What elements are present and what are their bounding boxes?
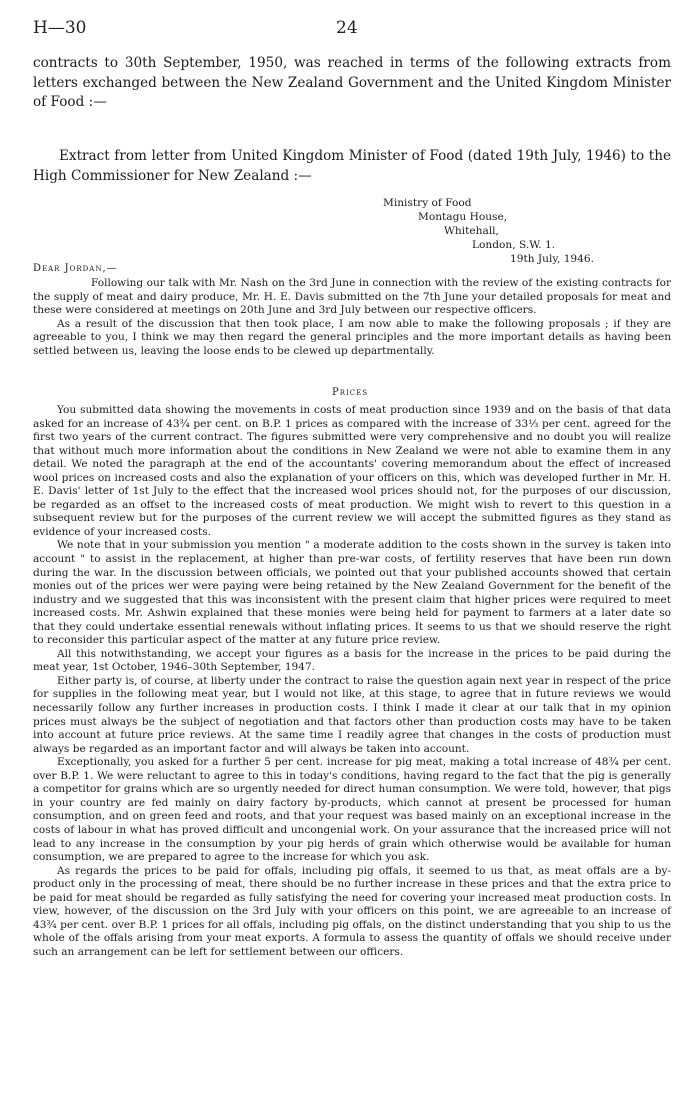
extract-title [33, 147, 671, 186]
address-line-city: London, S.W. 1. [472, 239, 556, 251]
page-number: 24 [336, 18, 358, 38]
body-paragraph: You submitted data showing the movements in costs of meat production since 1939 and on the basis of that data asked for an increase of 43¾ per cent. on B.P. 1 prices as compared with the increase of 33⅓ per cent. agreed for the first two years of the current contract. The figures submitted were very comprehensive and no doubt you will realize that without much more information about the conditions in New Zealand we were not able to examine them in any detail. We noted the paragraph at the end of the accountants' covering memorandum about the effect of increased wool prices on increased costs and also the explanation of your officers on this, which was developed further in Mr. H. E. Davis' letter of 1st July to the effect that the increased wool prices should not, for the purposes of our discussion, be regarded as an offset to the increased costs of meat production. We might wish to revert to this question in a subsequent review but for the purposes of the current review we will accept the submitted figures as they stand as evidence of your increased costs. [33, 404, 671, 538]
body-paragraph: Exceptionally, you asked for a further 5 per cent. increase for pig meat, making a total increase of 48¾ per cent. over B.P. 1. We were reluctant to agree to this in today's conditions, having regard to the fact that the pig is generally a competitor for grains which are so urgently needed for direct human consumption. We were told, however, that pigs in your country are fed mainly on dairy factory by-products, which cannot at present be processed for human consumption, and on green feed and roots, and that your request was based mainly on an exceptional increase in the costs of labour in what has proved difficult and uncongenial work. On your assurance that the increased price will not lead to any increase in the consumption by your pig herds of grain which otherwise would be available for human consumption, we are prepared to agree to the increase for which you ask. [33, 756, 671, 864]
body-paragraph: As a result of the discussion that then took place, I am now able to make the following proposals ; if they are agreeable to you, I think we may then regard the general principles and the more important details as having been settled between us, leaving the loose ends to be clewed up departmentally. [33, 317, 671, 357]
body-paragraph: Either party is, of course, at liberty under the contract to raise the question again next year in respect of the price for supplies in the following meat year, but I would not like, at this stage, to agree that in future reviews we would necessarily follow any further increases in production costs. I think I made it clear at our talk that in my opinion prices must always be the subject of negotiation and that factors other than production costs may have to be taken into account at future price reviews. At the same time I readily agree that changes in the costs of production must always be regarded as an important factor and will always be taken into account. [33, 674, 671, 755]
body-paragraph: All this notwithstanding, we accept your figures as a basis for the increase in the prices to be paid during the meat year, 1st October, 1946–30th September, 1947. [33, 647, 671, 674]
body-paragraph: As regards the prices to be paid for offals, including pig offals, it seemed to us that, as meat offals are a by-product only in the processing of meat, there should be no further increase in these prices and that the extra price to be paid for meat should be regarded as fully satisfying the need for covering your increased meat production costs. In view, however, of the discussion on the 3rd July with your officers on this point, we are agreeable to an increase of 43¾ per cent. over B.P. 1 prices for all offals, including pig offals, on the distinct understanding that you ship to us the whole of the offals arising from your meat exports. A formula to assess the quantity of offals we should receive under such an arrangement can be left for settlement between our officers. [33, 864, 671, 958]
section-heading-prices: Prices [331, 387, 369, 398]
salutation: Dear Jordan,— [33, 263, 118, 274]
intro-paragraph: contracts to 30th September, 1950, was reached in terms of the following extracts from letters exchanged between the New Zealand Government and the United Kingdom Minister of Food :— [33, 55, 671, 110]
address-line-ministry: Ministry of Food [383, 197, 472, 209]
extract-title-text: Extract from letter from United Kingdom Minister of Food (dated 19th July, 1946) to the High Commissioner for New Zealand :— [33, 148, 671, 184]
body-paragraph: We note that in your submission you mention " a moderate addition to the costs shown in the survey is taken into account " to assist in the replacement, at higher than pre-war costs, of fertility reserves that have been run down during the war. In the discussion between officials, we pointed out that your published accounts showed that certain monies out of the prices wer were paying were being retained by the New Zealand Government for the benefit of the industry and we suggested that this was inconsistent with the present claim that higher prices were required to meet increased costs. Mr. Ashwin explained that these monies were being held for payment to farmers at a later date so that they could undertake essential renewals without inflating prices. It seems to us that we should reserve the right to reconsider this particular aspect of the matter at any future price review. [33, 539, 671, 647]
opening-section [33, 277, 671, 358]
prices-section [33, 404, 671, 959]
document-reference: H—30 [33, 18, 87, 38]
address-line-street: Whitehall, [444, 225, 499, 237]
address-line-house: Montagu House, [418, 211, 508, 223]
letter-date: 19th July, 1946. [510, 253, 595, 265]
body-paragraph: Following our talk with Mr. Nash on the 3rd June in connection with the review of the existing contracts for the supply of meat and dairy produce, Mr. H. E. Davis submitted on the 7th June your detailed proposals for meat and these were considered at meetings on 20th June and 3rd July between our respective officers. [33, 277, 671, 317]
